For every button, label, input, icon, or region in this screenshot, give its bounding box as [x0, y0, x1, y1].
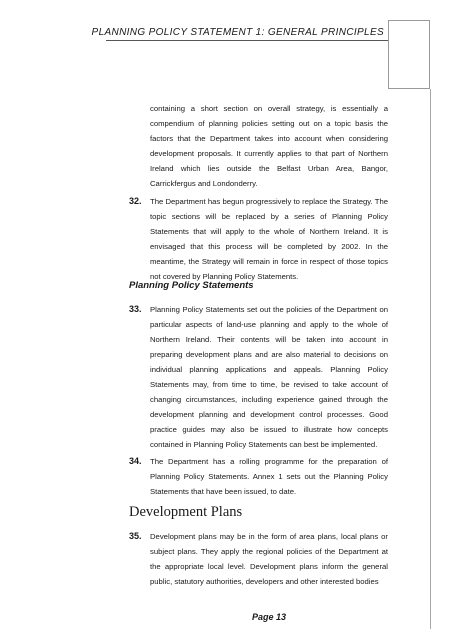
paragraph-34: The Department has a rolling programme for the preparation of Planning Policy Statements. Annex 1 sets out the Planning Policy Statements that have been issued, to date. [150, 457, 388, 496]
paragraph-number-34: 34. [129, 456, 142, 466]
paragraph-31-continued: containing a short section on overall strategy, is essentially a compendium of planning policies setting out on a topic basis the factors that the Department takes into account when considering development proposals. It currently applies to that part of Northern Ireland which lies outside the Belfast Urban Area, Bangor, Carrickfergus and Londonderry. [150, 104, 388, 188]
paragraph-32: The Department has begun progressively to replace the Strategy. The topic sections will be replaced by a series of Planning Policy Statements that will apply to the whole of Northern Ireland. It is envisaged that this process will be completed by 2002. In the meantime, the Strategy will remain in force in respect of those topics not covered by Planning Policy Statements. [150, 197, 388, 281]
paragraph-33: Planning Policy Statements set out the policies of the Department on particular aspects of land-use planning and apply to the whole of Northern Ireland. Their contents will be taken into account in preparing development plans and are also material to decisions on individual planning applications and appeals. Planning Policy Statements may, from time to time, be revised to take account of changing circumstances, including experience gained through the development planning and development control processes. Good practice guides may also be issued to illustrate how concepts contained in Planning Policy Statements can best be implemented. [150, 305, 388, 449]
side-margin-rule [430, 89, 431, 629]
header-rule [106, 40, 388, 41]
heading-development-plans: Development Plans [129, 504, 243, 520]
corner-box-decoration [388, 20, 430, 89]
paragraph-number-32: 32. [129, 196, 142, 206]
running-header: PLANNING POLICY STATEMENT 1: GENERAL PRINCIPLES [91, 27, 384, 38]
page-number: Page 13 [251, 612, 287, 622]
subheading-planning-policy-statements: Planning Policy Statements [129, 280, 254, 291]
paragraph-number-35: 35. [129, 531, 142, 541]
paragraph-number-33: 33. [129, 304, 142, 314]
paragraph-35: Development plans may be in the form of area plans, local plans or subject plans. They apply the regional policies of the Department at the appropriate local level. Development plans inform the general public, statutory authorities, developers and other interested bodies [150, 532, 388, 586]
